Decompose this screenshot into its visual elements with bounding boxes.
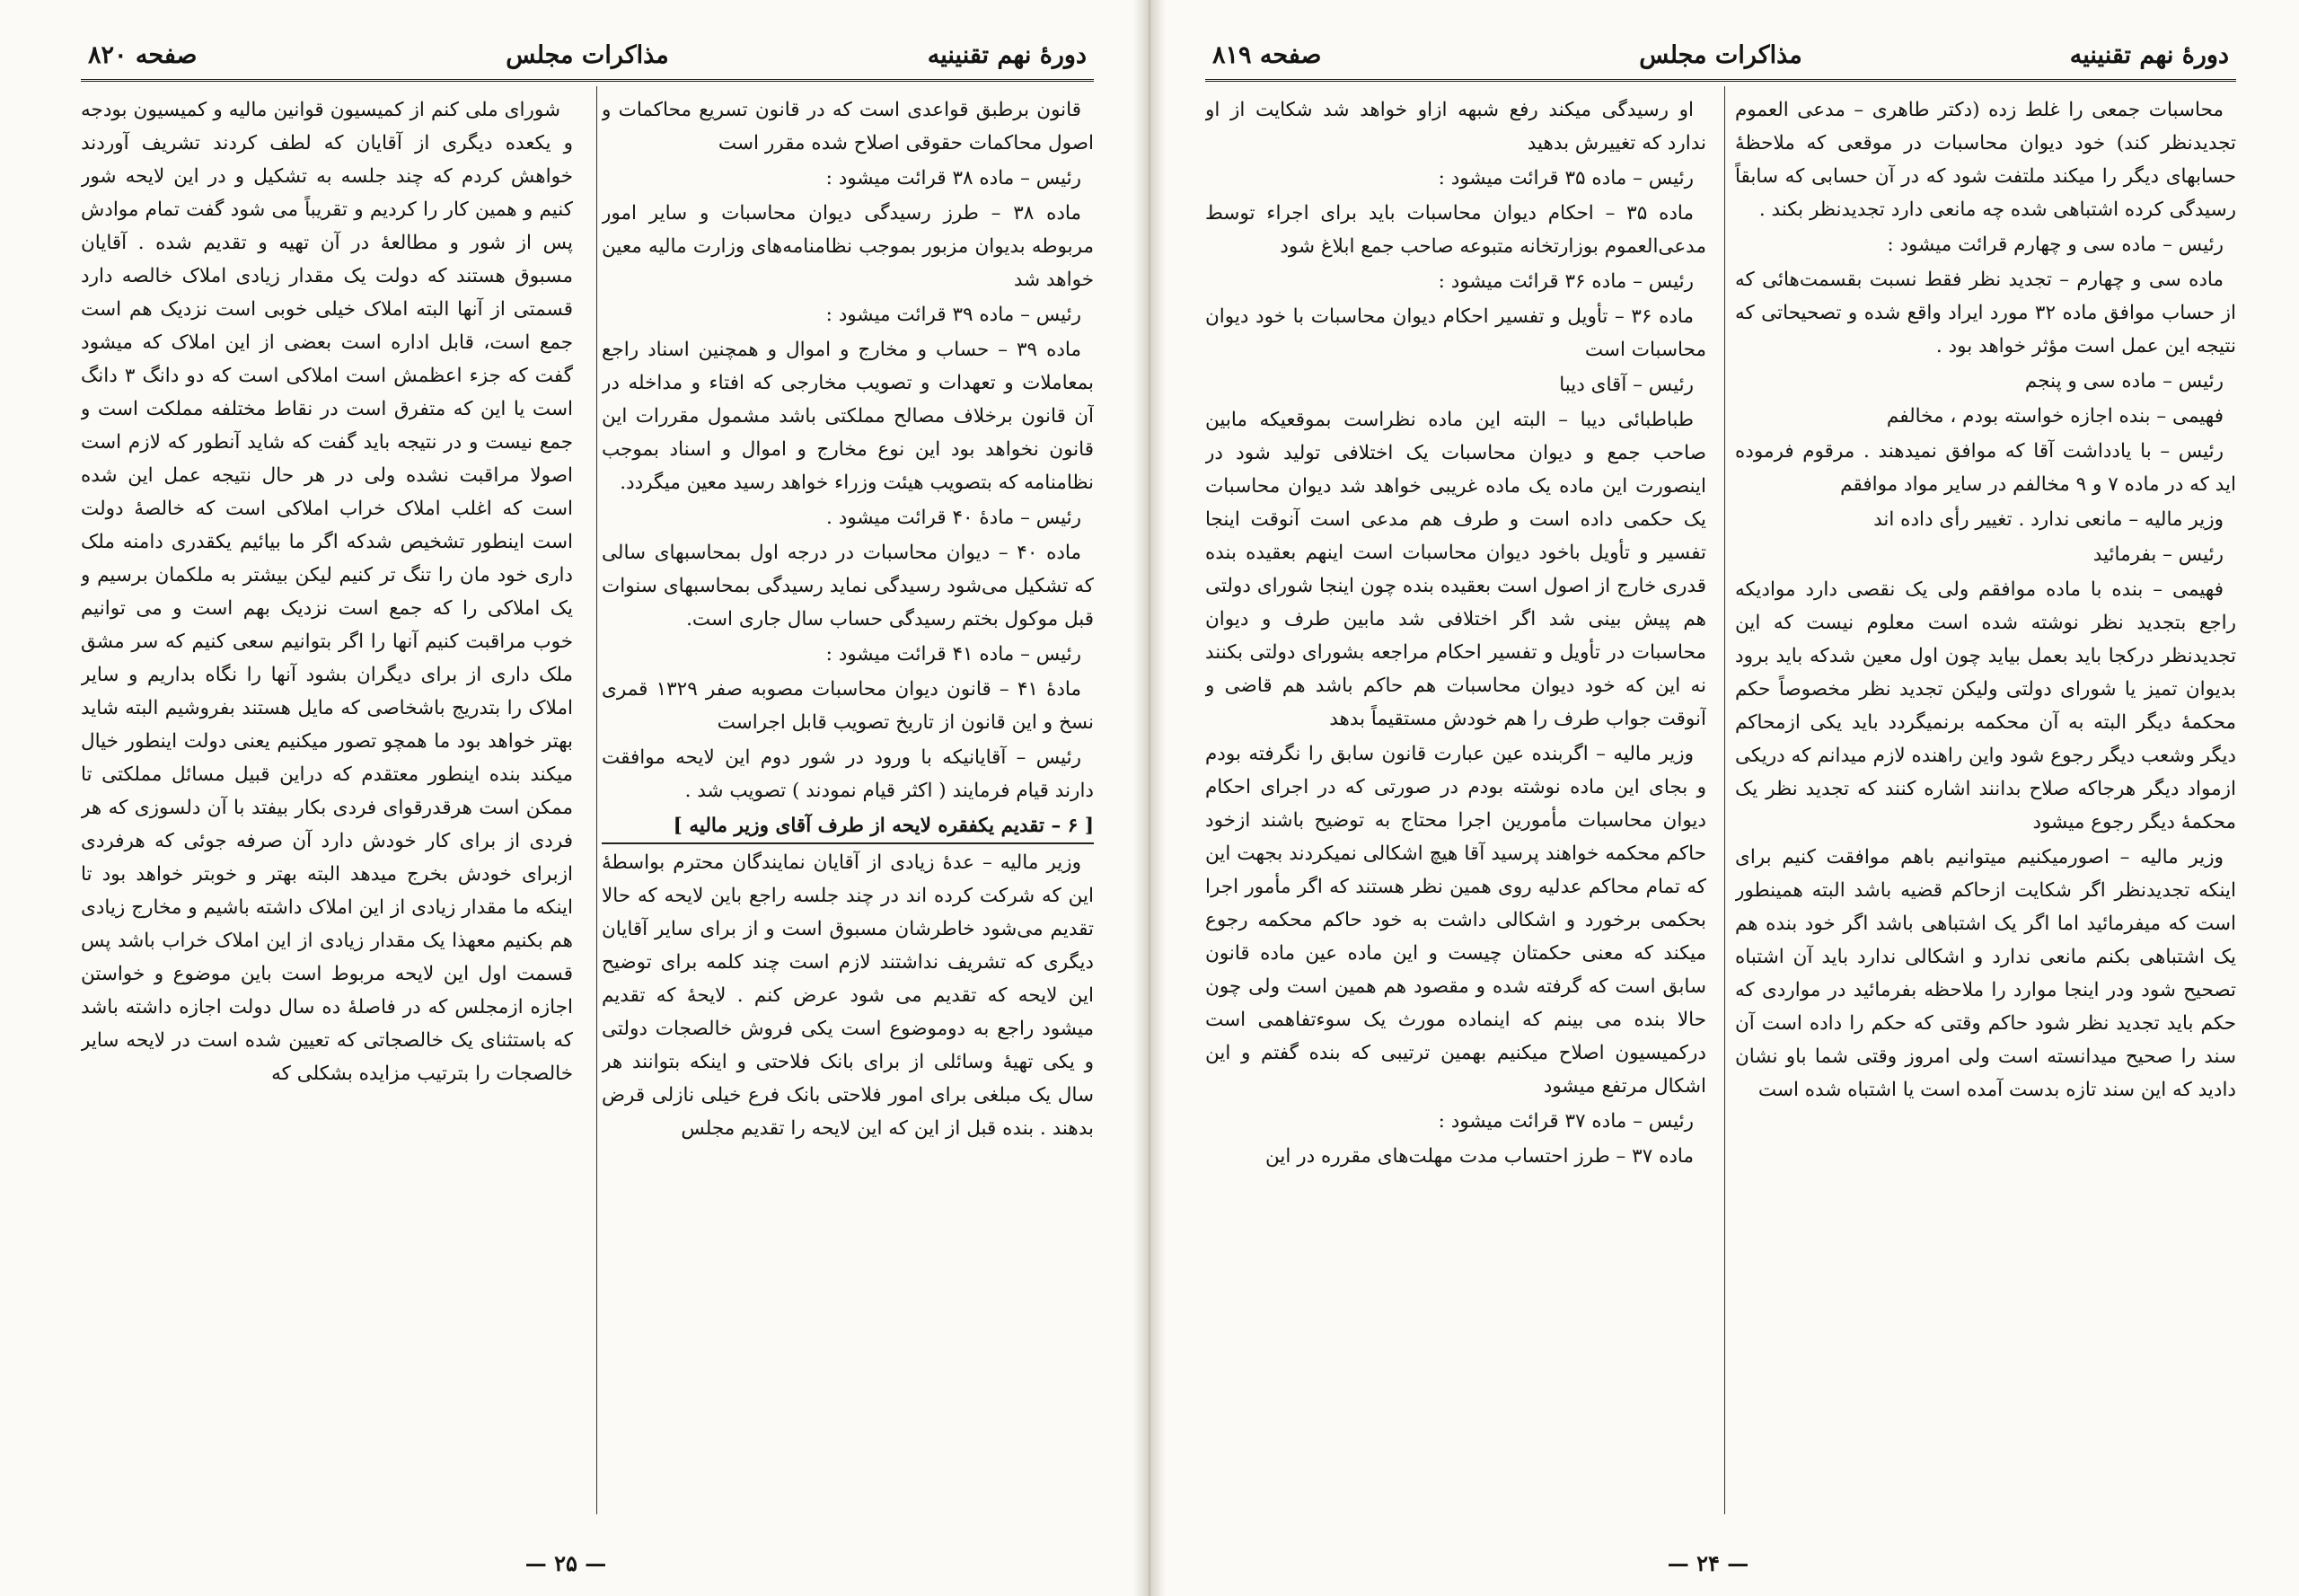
header-page-number: صفحه ۸۱۹ (1212, 41, 1322, 69)
speaker-paragraph: رئیس – مادهٔ ۴۰ قرائت میشود . (826, 507, 1081, 529)
speaker-paragraph: طباطبائی دیبا – البته این ماده نظراست بموقعیکه مابین صاحب جمع و دیوان محاسبات یک اختلافی تولید شود در اینصورت این ماده یک ماده غریبی خواهد شد دیوان محاسبات یک حکمی داده است و طرف هم مدعی است آنوقت اینجا تفسیر و تأویل باخود دیوان محاسبات است اینهم بعقیده بنده قدری خارج از اصول است بعقیده بنده چون اینجا شورای دولتی هم پیش بینی شد اگر اختلافی شد مابین طرف و دیوان محاسبات در تأویل و تفسیر احکام مراجعه بشورای دولتی بکنند نه این که خود دیوان محاسبات هم حاکم باشد هم قاضی و آنوقت جواب طرف را هم خودش مستقیماً بدهد (1205, 409, 1706, 730)
paragraph: مادهٔ ۴۱ – قانون دیوان محاسبات مصوبه صفر ۱۳۲۹ قمری نسخ و این قانون از تاریخ تصویب قابل اجراست (602, 678, 1094, 734)
speaker-paragraph: وزیر مالیه – عدهٔ زیادی از آقایان نمایندگان محترم بواسطهٔ این که شرکت کرده اند در چند جلسه راجع باین لایحه که حالا تقدیم می‌شود خاطرشان مسبوق است و از برای سایر آقایان دیگری که تشریف نداشتند لازم است چند کلمه برای توضیح این لایحه که تقدیم می شود عرض کنم . لایحهٔ که تقدیم میشود راجع به دوموضوع است یکی فروش خالصجات دولتی و یکی تهیهٔ وسائلی از برای بانک فلاحتی و اینکه بتوانند هر سال یک مبلغی برای امور فلاحتی بانک فرع خیلی نازلی قرض بدهند . بنده قبل از این که این لایحه را تقدیم مجلس (602, 851, 1094, 1140)
paragraph: رئیس – آقایانیکه با ورود در شور دوم این لایحه موافقت دارند قیام فرمایند ( اکثر قیام نمودند ) تصویب شد . (602, 746, 1094, 802)
header-page-number: صفحه ۸۲۰ (88, 41, 198, 69)
paragraph: ماده ۴۰ – دیوان محاسبات در درجه اول بمحاسبهای سالی که تشکیل می‌شود رسیدگی نماید رسیدگی بمحاسبهای سنوات قبل موکول بختم رسیدگی حساب سال جاری است. (602, 542, 1094, 630)
paragraph: ماده ۳۵ – احکام دیوان محاسبات باید برای اجراء توسط مدعی‌العموم بوزارتخانه متبوعه صاحب جمع ابلاغ شود (1205, 202, 1706, 258)
speaker-paragraph: رئیس – ماده ۳۹ قرائت میشود : (825, 304, 1081, 326)
speaker-paragraph: رئیس – ماده ۳۸ قرائت میشود : (825, 167, 1081, 190)
section-heading: [ ۶ – تقدیم یکفقره لایحه از طرف آقای وزیر مالیه ] (602, 809, 1094, 844)
paragraph: قانون برطبق قواعدی است که در قانون تسریع محاکمات و اصول محاکمات حقوقی اصلاح شده مقرر است (602, 99, 1094, 154)
header-session: دورهٔ نهم تقنینیه (927, 41, 1087, 69)
page-header (81, 38, 1094, 82)
header-session: دورهٔ نهم تقنینیه (2069, 41, 2229, 69)
speaker-paragraph: وزیر مالیه – مانعی ندارد . تغییر رأی داده اند (1873, 508, 2224, 531)
speaker-paragraph: فهیمی – بنده با ماده موافقم ولی یک نقصی دارد موادیکه راجع بتجدید نظر نوشته شده است معلوم نیست که این تجدیدنظر درکجا باید بعمل بیاید چون اول معین شدکه باید برود بدیوان تمیز یا شورای دولتی ولیکن تجدید نظر مخصوصاً حکم محکمهٔ دیگر البته به آن محکمه برنمیگردد باید یکی ازمحاکم دیگر وشعب دیگر رجوع شود واین راهنده لازم میدانم که دریکی ازمواد دیگر هرجاکه صلاح بدانند اشاره کنند که تجدید نظر یک محکمهٔ دیگر رجوع میشود (1735, 578, 2236, 833)
speaker-paragraph: فهیمی – بنده اجازه خواسته بودم ، مخالفم (1886, 405, 2224, 428)
text-columns (1205, 93, 2236, 1512)
paragraph: ماده ۳۸ – طرز رسیدگی دیوان محاسبات و سایر امور مربوطه بدیوان مزبور بموجب نظامنامه‌های وزارت مالیه معین خواهد شد (602, 202, 1094, 291)
speaker-paragraph: وزیر مالیه – اگربنده عین عبارت قانون سابق را نگرفته بودم و بجای این ماده نوشته بودم در صورتی که در اجرای احکام دیوان محاسبات مأمورین اجرا محتاج به توضیح باشند ازخود حاکم محکمه خواهند پرسید آقا هیچ اشکالی نمیکردند بجهت این که تمام محاکم عدلیه روی همین نظر هستند که اگر مأمور اجرا بحکمی برخورد و اشکالی داشت به خود حاکم محکمه رجوع میکند که معنی حکمتان چیست و این ماده عین ماده قانون سابق است که گرفته شده و مقصود هم همین است ولی چون حالا بنده می بینم که اینماده مورث یک سوءتفاهمی است درکمیسیون اصلاح میکنیم بهمین ترتیبی که بنده گفتم و این اشکال مرتفع میشود (1205, 743, 1706, 1098)
speaker-paragraph: رئیس – ماده ۳۶ قرائت میشود : (1438, 270, 1694, 293)
paragraph: محاسبات جمعی را غلط زده (دکتر طاهری – مدعی العموم تجدیدنظر کند) خود دیوان محاسبات در موقعی که ملاحظهٔ حسابهای دیگر را میکند ملتفت شود که در آن حسابی که سابقاً رسیدگی کرده اشتباهی شده چه مانعی دارد تجدیدنظر بکند . (1735, 99, 2236, 221)
speaker-paragraph: رئیس – ماده سی و چهارم قرائت میشود : (1887, 234, 2224, 256)
book-gutter (1133, 0, 1166, 1596)
paragraph: ماده ۳۷ – طرز احتساب مدت مهلت‌های مقرره در این (1265, 1145, 1694, 1168)
page-footer-number: — ۲۵ — (524, 1550, 607, 1576)
column-left (81, 93, 573, 1512)
header-title: مذاکرات مجلس (506, 41, 669, 69)
speaker-paragraph: رئیس – با یادداشت آقا که موافق نمیدهند . مرقوم فرموده اید که در ماده ۷ و ۹ مخالفم در سایر مواد موافقم (1735, 440, 2236, 496)
paragraph: ماده ۳۶ – تأویل و تفسیر احکام دیوان محاسبات با خود دیوان محاسبات است (1205, 305, 1706, 361)
speaker-paragraph: رئیس – ماده ۳۵ قرائت میشود : (1438, 167, 1694, 190)
page-820 (0, 0, 1130, 1596)
speaker-paragraph: رئیس – ماده سی و پنجم (2024, 370, 2224, 392)
speaker-paragraph: وزیر مالیه – اصورمیکنیم میتوانیم باهم موافقت کنیم برای اینکه تجدیدنظر اگر شکایت ازحاکم قضیه باشد البته همینطور است که میفرمائید اما اگر یک اشتباهی باشد اگر خود بنده هم یک اشتباهی بکنم مانعی ندارد و اشکالی ندارد باید آن اشتباه تصحیح شود ودر اینجا موارد را ملاحظه بفرمائید در مواردی که حکم باید تجدید نظر شود حاکم وقتی که حکم را داده است آن سند را صحیح میدانسته است ولی امروز وقتی شما باو نشان دادید که این سند تازه بدست آمده است یا اشتباه شده است (1735, 846, 2236, 1101)
column-left (1205, 93, 1706, 1512)
paragraph: ماده ۳۹ – حساب و مخارج و اموال و همچنین اسناد راجع بمعاملات و تعهدات و تصویب مخارجی که افتاء و مداخله در آن قانون برخلاف مصالح مملکتی باشد مشمول مقررات این قانون نخواهد بود این نوع مخارج و اموال و اسناد بموجب نظامنامه که بتصویب هیئت وزراء خواهد رسید معین میگردد. (602, 339, 1094, 494)
page-footer-number: — ۲۴ — (1667, 1550, 1749, 1576)
speaker-paragraph: رئیس – آقای دیبا (1559, 374, 1694, 396)
speaker-paragraph: رئیس – بفرمائید (2092, 543, 2224, 566)
speaker-paragraph: رئیس – ماده ۴۱ قرائت میشود : (825, 643, 1081, 666)
column-right (602, 93, 1094, 1512)
paragraph: ماده سی و چهارم – تجدید نظر فقط نسبت بقسمت‌هائی که از حساب موافق ماده ۳۲ مورد ایراد واقع شده و تصحیحاتی که نتیجه این عمل است مؤثر خواهد بود . (1735, 269, 2236, 357)
speaker-paragraph: رئیس – ماده ۳۷ قرائت میشود : (1438, 1110, 1694, 1133)
column-right (1735, 93, 2236, 1512)
paragraph: او رسیدگی میکند رفع شبهه ازاو خواهد شد شکایت از او ندارد که تغییرش بدهید (1205, 99, 1706, 154)
page-header (1205, 38, 2236, 82)
paragraph: شورای ملی کنم از کمیسیون قوانین مالیه و کمیسیون بودجه و یکعده دیگری از آقایان که لطف کردند تشریف آوردند خواهش کردم که چند جلسه به تشکیل و در این لایحه شور کنیم و همین کار را کردیم و تقریباً می شود گفت تمام موادش پس از شور و مطالعهٔ در آن تهیه و تقدیم شده . آقایان مسبوق هستند که دولت یک مقدار زیادی املاک خالصه دارد قسمتی از آنها البته املاک خیلی خوبی است نزدیک هم است جمع است، قابل اداره است بعضی از این املاک که میشود گفت که جزء اعظمش است املاکی است که دو دانگ ۳ دانگ است یا این که متفرق است در نقاط مختلفه مملکت است و جمع نیست و در نتیجه باید گفت که شاید آنطور که لازم است اصولا مراقبت نشده ولی در هر حال نتیجه عمل این شده است که اغلب املاک خراب املاکی است که خالصهٔ دولت است اینطور تشخیص شدکه اگر ما بیائیم یکقدری دامنه ملک داری خود مان را تنگ تر کنیم لیکن بیشتر به ملکمان برسیم و یک املاکی را که جمع است نزدیک بهم است و می توانیم خوب مراقبت کنیم آنها را اگر بتوانیم سعی کنیم که سر مشق ملک داری از برای دیگران بشود آنها را نگاه بداریم و سایر املاک را بتدریج باشخاصی که مایل هستند بفروشیم البته شاید بهتر خواهد بود ما همچو تصور میکنیم یعنی دولت اینطور خیال میکند بنده اینطور معتقدم که دراین قبیل مسائل مملکتی تا ممکن است هرقدرقوای فردی بکار بیفتد با آن دلسوزی که هر فردی از برای کار خودش دارد آن صرفه جوئی که هرفردی ازبرای خودش بخرج میدهد البته بهتر و خوبتر خواهد بود تا اینکه ما مقدار زیادی از این املاک داشته باشیم و مخارج زیادی هم بکنیم معهذا یک مقدار زیادی از این املاک خراب باشد پس قسمت اول این لایحه مربوط است باین موضوع و خواستن اجازه ازمجلس که در فاصلهٔ ده سال دولت اجازه داشته باشد که باستثنای یک خالصجاتی که تعیین شده است در لایحه سایر خالصجات را بترتیب مزایده بشکلی که (81, 99, 573, 1085)
header-title: مذاکرات مجلس (1639, 41, 1802, 69)
text-columns (81, 93, 1094, 1512)
page-819 (1169, 0, 2299, 1596)
